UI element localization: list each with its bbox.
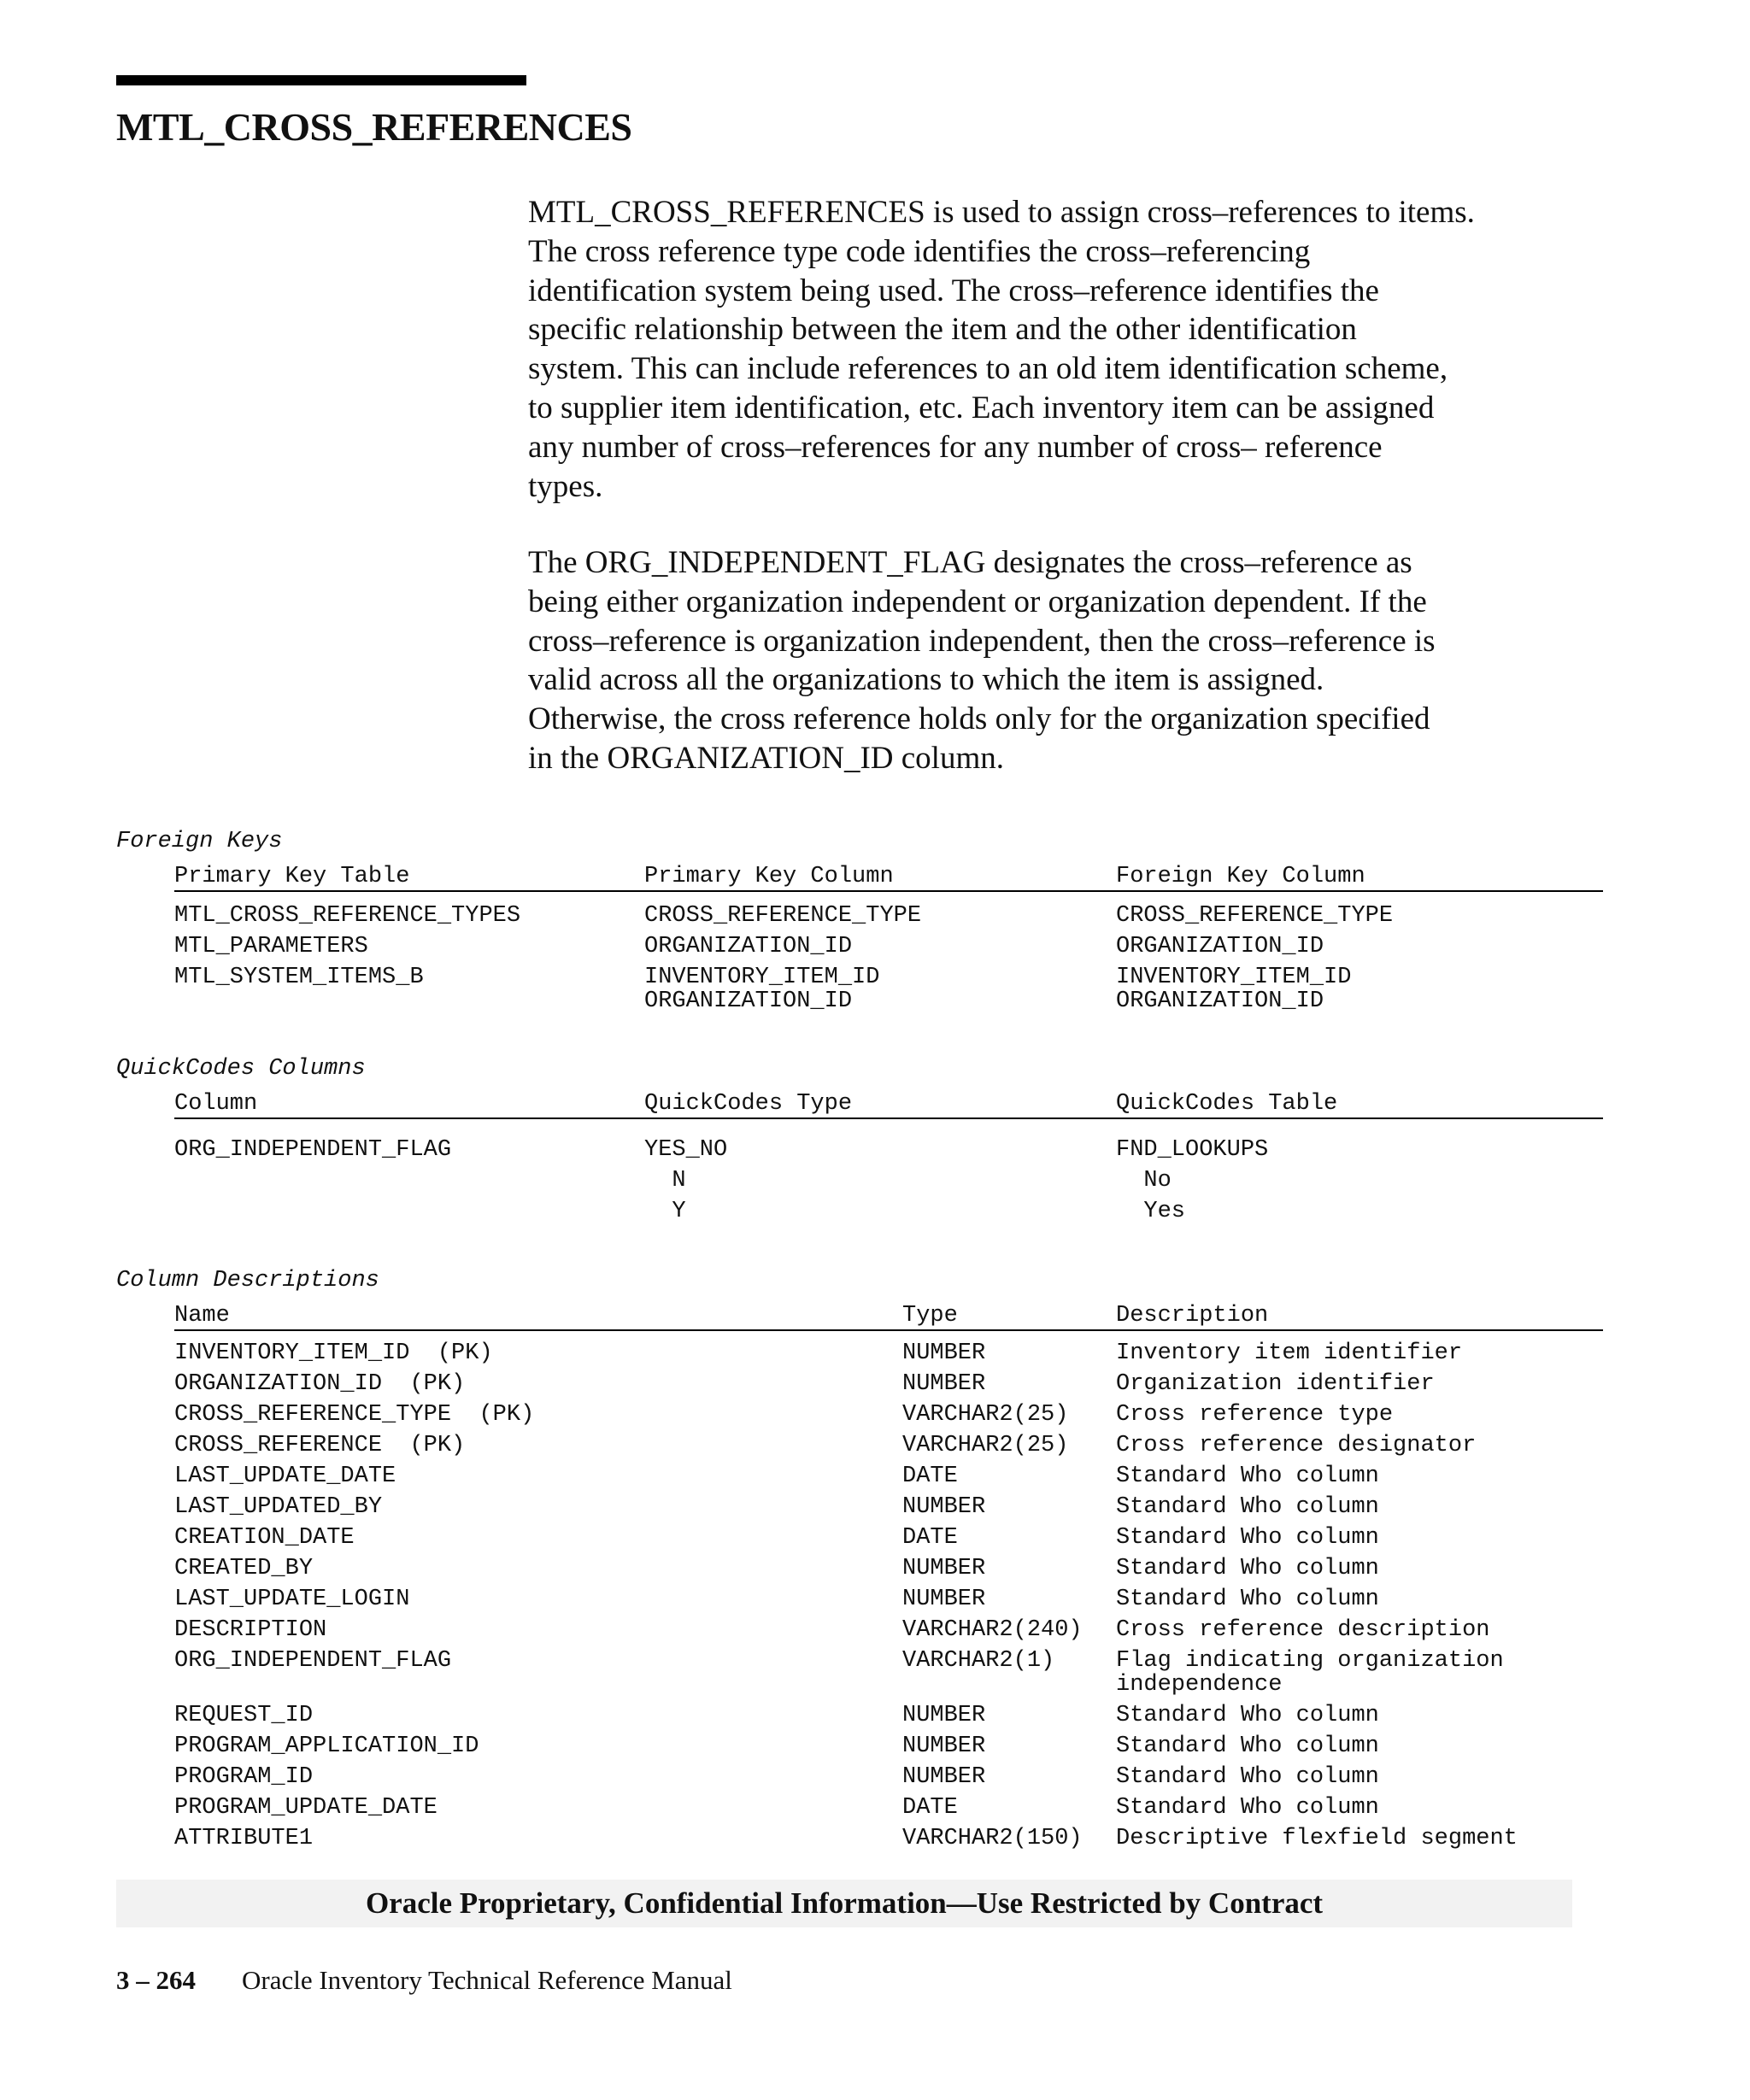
cd-name: CROSS_REFERENCE_TYPE (PK) [174, 1402, 535, 1428]
cd-description: Cross reference description [1116, 1617, 1490, 1643]
fk-cell: ORGANIZATION_ID [1116, 988, 1324, 1014]
cd-header-name: Name [174, 1303, 230, 1329]
cd-description: Standard Who column [1116, 1764, 1379, 1790]
fk-cell: MTL_SYSTEM_ITEMS_B [174, 965, 424, 990]
cd-type: DATE [902, 1464, 958, 1489]
cd-name: ORGANIZATION_ID (PK) [174, 1371, 466, 1397]
cd-name: CROSS_REFERENCE (PK) [174, 1433, 466, 1458]
cd-description: Standard Who column [1116, 1525, 1379, 1551]
cd-type: NUMBER [902, 1733, 986, 1759]
cd-description: Inventory item identifier [1116, 1340, 1463, 1366]
org-line: valid across all the organizations to which the item is assigned. [528, 662, 1324, 698]
qc-cell: Yes [1116, 1199, 1186, 1224]
top-rule [116, 75, 526, 85]
cd-description: Standard Who column [1116, 1587, 1379, 1612]
intro-line: to supplier item identification, etc. Each inventory item can be assigned [528, 390, 1435, 425]
intro-line: MTL_CROSS_REFERENCES is used to assign cross–references to items. [528, 195, 1475, 230]
cd-name: INVENTORY_ITEM_ID (PK) [174, 1340, 493, 1366]
qc-header-table: QuickCodes Table [1116, 1091, 1338, 1117]
cd-type: VARCHAR2(25) [902, 1402, 1069, 1428]
qc-cell: FND_LOOKUPS [1116, 1137, 1269, 1163]
manual-title: Oracle Inventory Technical Reference Manual [242, 1965, 732, 1995]
intro-line: The cross reference type code identifies the cross–referencing [528, 233, 1311, 269]
org-line: in the ORGANIZATION_ID column. [528, 740, 1004, 776]
cd-description: Cross reference type [1116, 1402, 1394, 1428]
fk-header-pk-column: Primary Key Column [644, 864, 894, 889]
intro-line: any number of cross–references for any number of cross– reference [528, 429, 1383, 465]
fk-cell: CROSS_REFERENCE_TYPE [1116, 903, 1394, 929]
fk-cell: ORGANIZATION_ID [1116, 934, 1324, 959]
org-line: The ORG_INDEPENDENT_FLAG designates the cross–reference as [528, 545, 1412, 580]
column-descriptions-header-rule [174, 1329, 1603, 1331]
quickcodes-header-rule [174, 1117, 1603, 1119]
org-flag-paragraph [528, 543, 1579, 778]
cd-description: Standard Who column [1116, 1795, 1379, 1821]
fk-cell: ORGANIZATION_ID [644, 988, 853, 1014]
confidential-banner [116, 1880, 1572, 1927]
cd-type: DATE [902, 1525, 958, 1551]
cd-description: Flag indicating organization [1116, 1648, 1504, 1674]
cd-description: Standard Who column [1116, 1494, 1379, 1520]
intro-line: types. [528, 468, 603, 504]
cd-type: NUMBER [902, 1764, 986, 1790]
cd-name: CREATED_BY [174, 1556, 314, 1581]
cd-type: NUMBER [902, 1371, 986, 1397]
cd-name: LAST_UPDATE_LOGIN [174, 1587, 410, 1612]
page-footer [116, 1965, 732, 1996]
cd-name: CREATION_DATE [174, 1525, 355, 1551]
cd-type: VARCHAR2(240) [902, 1617, 1083, 1643]
qc-cell: No [1116, 1168, 1172, 1194]
fk-cell: INVENTORY_ITEM_ID [1116, 965, 1352, 990]
cd-type: VARCHAR2(1) [902, 1648, 1055, 1674]
cd-name: ORG_INDEPENDENT_FLAG [174, 1648, 452, 1674]
page-number: 3 – 264 [116, 1965, 196, 1995]
qc-cell: N [644, 1168, 686, 1194]
qc-cell: ORG_INDEPENDENT_FLAG [174, 1137, 452, 1163]
fk-cell: ORGANIZATION_ID [644, 934, 853, 959]
cd-type: VARCHAR2(25) [902, 1433, 1069, 1458]
qc-cell: Y [644, 1199, 686, 1224]
cd-description: Organization identifier [1116, 1371, 1435, 1397]
page-title: MTL_CROSS_REFERENCES [116, 105, 632, 149]
cd-type: NUMBER [902, 1703, 986, 1728]
cd-description: Standard Who column [1116, 1733, 1379, 1759]
cd-name: PROGRAM_APPLICATION_ID [174, 1733, 479, 1759]
cd-name: ATTRIBUTE1 [174, 1826, 314, 1851]
cd-description: independence [1116, 1672, 1283, 1698]
cd-description: Standard Who column [1116, 1703, 1379, 1728]
cd-type: VARCHAR2(150) [902, 1826, 1083, 1851]
cd-name: PROGRAM_ID [174, 1764, 314, 1790]
cd-name: LAST_UPDATED_BY [174, 1494, 383, 1520]
cd-description: Descriptive flexfield segment [1116, 1826, 1518, 1851]
fk-cell: MTL_CROSS_REFERENCE_TYPES [174, 903, 521, 929]
qc-header-column: Column [174, 1091, 258, 1117]
fk-header-fk-column: Foreign Key Column [1116, 864, 1365, 889]
cd-type: NUMBER [902, 1556, 986, 1581]
fk-cell: MTL_PARAMETERS [174, 934, 368, 959]
qc-header-type: QuickCodes Type [644, 1091, 853, 1117]
cd-name: LAST_UPDATE_DATE [174, 1464, 396, 1489]
intro-line: identification system being used. The cross–reference identifies the [528, 273, 1379, 308]
cd-header-description: Description [1116, 1303, 1269, 1329]
confidential-notice: Oracle Proprietary, Confidential Information––Use Restricted by Contract [365, 1886, 1324, 1920]
cd-name: DESCRIPTION [174, 1617, 327, 1643]
cd-type: NUMBER [902, 1494, 986, 1520]
org-line: Otherwise, the cross reference holds only for the organization specified [528, 701, 1430, 737]
cd-type: NUMBER [902, 1587, 986, 1612]
cd-name: PROGRAM_UPDATE_DATE [174, 1795, 438, 1821]
cd-description: Cross reference designator [1116, 1433, 1477, 1458]
cd-type: DATE [902, 1795, 958, 1821]
quickcodes-label: QuickCodes Columns [116, 1056, 366, 1082]
fk-cell: CROSS_REFERENCE_TYPE [644, 903, 922, 929]
cd-type: NUMBER [902, 1340, 986, 1366]
column-descriptions-label: Column Descriptions [116, 1268, 379, 1293]
foreign-keys-header-rule [174, 890, 1603, 892]
cd-header-type: Type [902, 1303, 958, 1329]
fk-header-pk-table: Primary Key Table [174, 864, 410, 889]
org-line: cross–reference is organization independent, then the cross–reference is [528, 623, 1436, 659]
intro-paragraph [528, 193, 1579, 506]
org-line: being either organization independent or organization dependent. If the [528, 584, 1427, 619]
qc-cell: YES_NO [644, 1137, 728, 1163]
intro-line: system. This can include references to an old item identification scheme, [528, 351, 1448, 387]
cd-name: REQUEST_ID [174, 1703, 314, 1728]
cd-description: Standard Who column [1116, 1556, 1379, 1581]
intro-line: specific relationship between the item and the other identification [528, 312, 1357, 348]
fk-cell: INVENTORY_ITEM_ID [644, 965, 880, 990]
foreign-keys-label: Foreign Keys [116, 829, 283, 854]
cd-description: Standard Who column [1116, 1464, 1379, 1489]
